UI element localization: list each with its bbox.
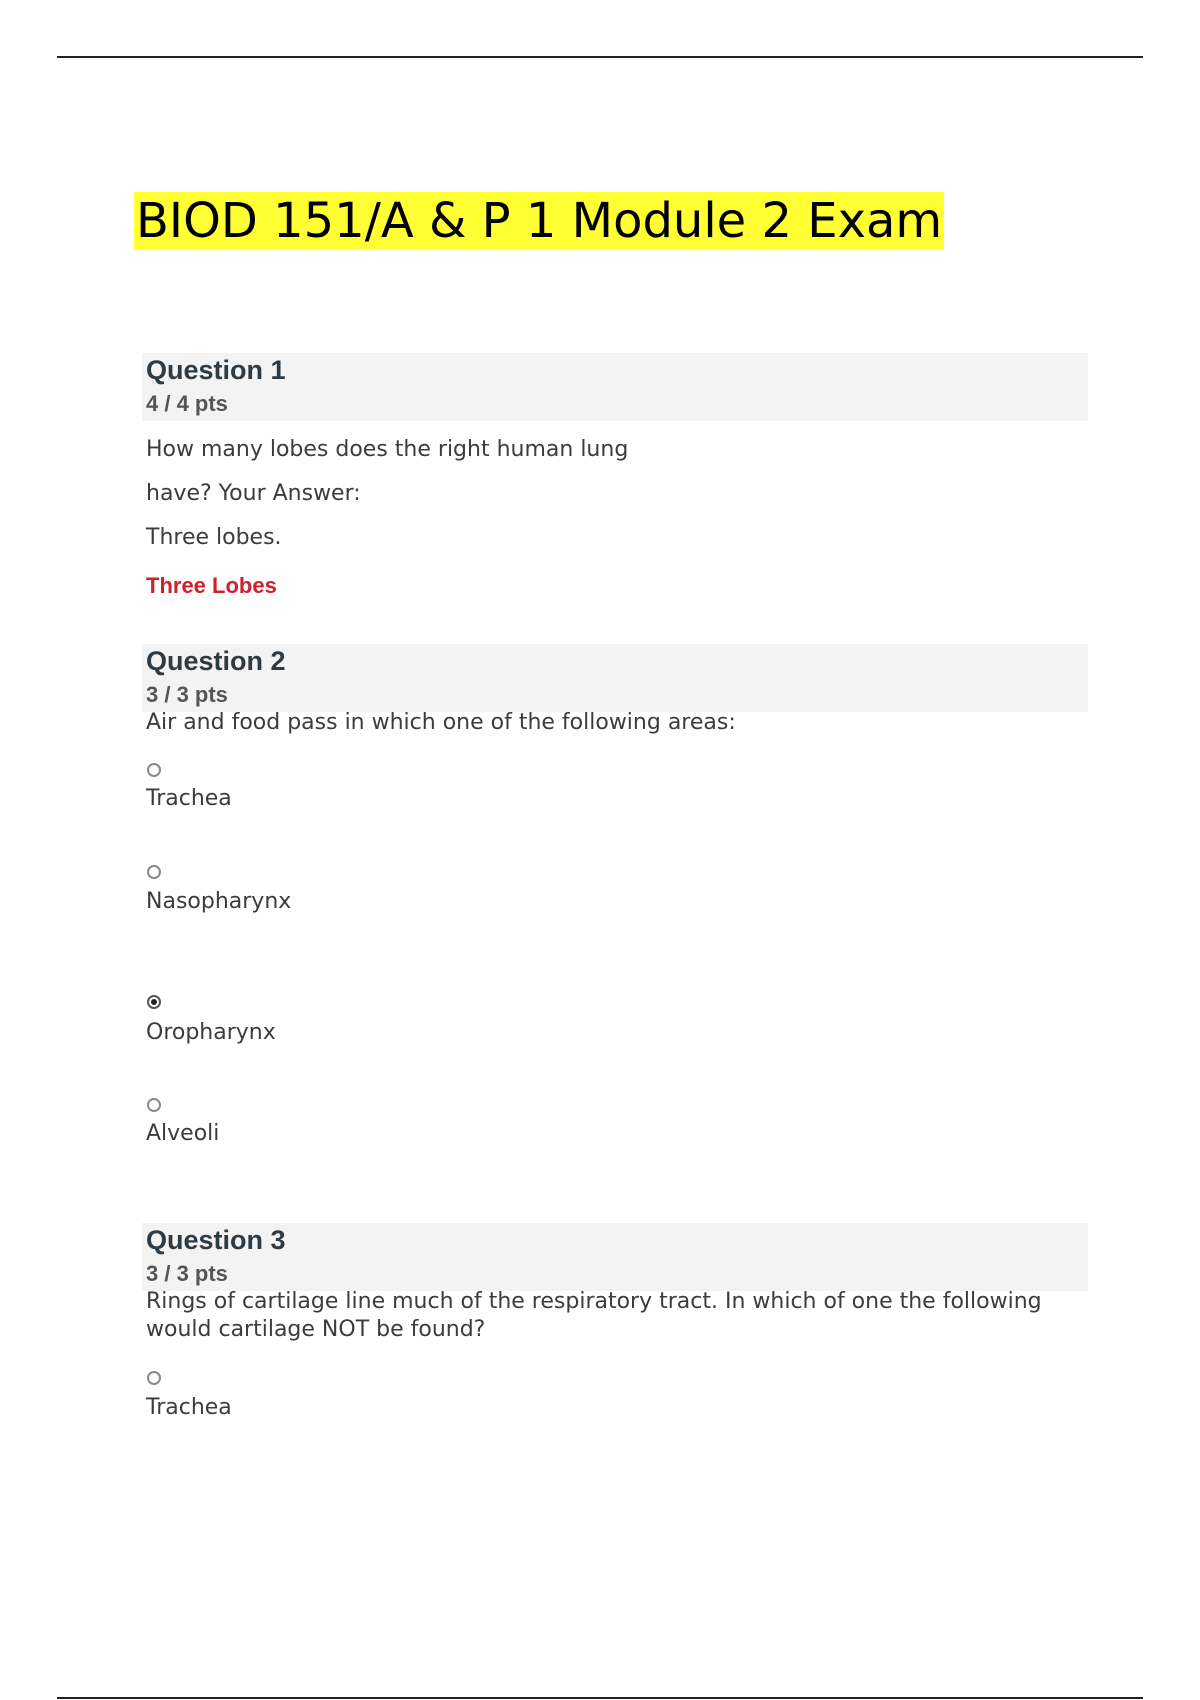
question-1-prompt-line-2: have? Your Answer:	[146, 481, 361, 506]
question-2-option-1-label[interactable]: Trachea	[146, 786, 232, 811]
question-1-header	[142, 353, 1088, 421]
question-1-points: 4 / 4 pts	[146, 391, 228, 416]
question-2-option-2-radio[interactable]	[147, 865, 161, 879]
question-2-points: 3 / 3 pts	[146, 682, 228, 707]
question-2-prompt: Air and food pass in which one of the following areas:	[146, 710, 736, 735]
question-1-correct-answer: Three Lobes	[146, 573, 277, 598]
question-2-title: Question 2	[146, 646, 286, 676]
question-1-your-answer: Three lobes.	[146, 525, 282, 550]
question-3-prompt: Rings of cartilage line much of the respiratory tract. In which of one the following would cartilage NOT be found?	[146, 1289, 1042, 1342]
top-divider	[57, 56, 1143, 58]
question-3-header	[142, 1223, 1088, 1291]
question-2-option-1-radio[interactable]	[147, 763, 161, 777]
question-2-option-4-radio[interactable]	[147, 1098, 161, 1112]
bottom-divider	[57, 1697, 1143, 1699]
question-2-header	[142, 644, 1088, 712]
question-2-option-3-label[interactable]: Oropharynx	[146, 1020, 276, 1045]
question-2-option-4-label[interactable]: Alveoli	[146, 1121, 220, 1146]
question-3-points: 3 / 3 pts	[146, 1261, 228, 1286]
question-1-prompt-line-1: How many lobes does the right human lung	[146, 437, 629, 462]
question-2-option-3-radio[interactable]	[147, 995, 161, 1009]
question-2-option-2-label[interactable]: Nasopharynx	[146, 889, 292, 914]
page-title: BIOD 151/A & P 1 Module 2 Exam	[136, 193, 943, 249]
question-3-option-1-radio[interactable]	[147, 1371, 161, 1385]
question-3-title: Question 3	[146, 1225, 286, 1255]
question-3-option-1-label[interactable]: Trachea	[146, 1395, 232, 1420]
question-1-title: Question 1	[146, 355, 286, 385]
